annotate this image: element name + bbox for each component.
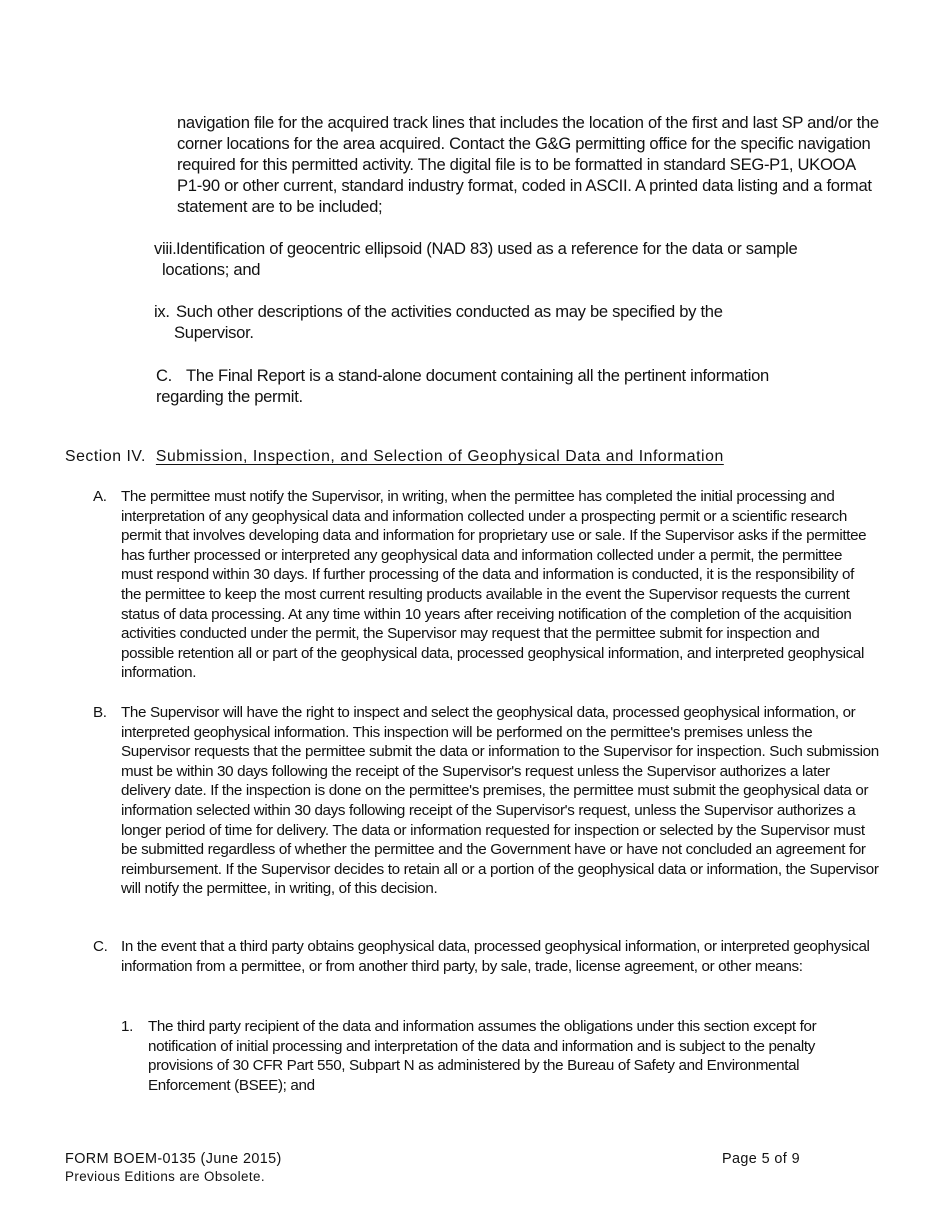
- list-item-text: The permittee must notify the Supervisor, in writing, when the permittee has completed the initial processing and interpretation of any geophysical data and information collected under a prospecting permit or a scientific research permit that involves developing data and information for proprietary use or sale. If the Supervisor asks if the permittee has further processed or interpreted any geophysical data and information collected under a permit, the permittee must respond within 30 days. If further processing of the data and information is conducted, it is the responsibility of the permittee to keep the most current resulting products available in the event the Supervisor requests the current status of data processing. At any time within 10 years after receiving notification of the completion of the acquisition activities conducted under the permit, the Supervisor may request that the permittee submit for inspection and possible retention all or part of the geophysical data, processed geophysical information, and interpreted geophysical information.: [121, 488, 867, 682]
- final-report-item-c: [156, 365, 836, 407]
- navigation-file-paragraph: navigation file for the acquired track lines that includes the location of the first and last SP and/or the corner locations for the area acquired. Contact the G&G permitting office for the specific navigation required for this permitted activity. The digital file is to be formatted in standard SEG-P1, UKOOA P1-90 or other current, standard industry format, coded in ASCII. A printed data listing and a format statement are to be included;: [177, 113, 879, 216]
- section-item-b: [93, 703, 883, 899]
- list-item-label: ix.: [154, 302, 170, 321]
- editions-note: Previous Editions are Obsolete.: [65, 1169, 265, 1184]
- list-item-label: 1.: [121, 1018, 133, 1035]
- list-item-text: In the event that a third party obtains geophysical data, processed geophysical information, or interpreted geophysical information from a permittee, or from another third party, by sale, trade, license agreement, or other means:: [121, 938, 870, 975]
- list-item-label: C.: [156, 366, 172, 385]
- section-item-a: [93, 487, 875, 683]
- list-item-text: The Supervisor will have the right to inspect and select the geophysical data, processed geophysical information, or interpreted geophysical information. This inspection will be performed on the permittee's premises unless the Supervisor requests that the permittee submit the data or information to the Supervisor for inspection. Such submission must be within 30 days following the receipt of the Supervisor's request unless the Supervisor authorizes a later delivery date. If the inspection is done on the permittee's premises, the permittee must submit the geophysical data or information selected within 30 days following receipt of the Supervisor's request, unless the Supervisor authorizes a longer period of time for delivery. The data or information requested for inspection or selected by the Supervisor must be submitted regardless of whether the permittee and the Government have or have not concluded an agreement for reimbursement. If the Supervisor decides to retain all or a portion of the geophysical data or information, the Supervisor will notify the permittee, in writing, of this decision.: [121, 704, 879, 898]
- list-item-label: C.: [93, 938, 108, 955]
- subitem-1: [121, 1017, 883, 1095]
- section-heading: [65, 446, 724, 468]
- list-item-text: Identification of geocentric ellipsoid (NAD 83) used as a reference for the data or sample locations; and: [162, 239, 798, 279]
- list-item-text: The third party recipient of the data and information assumes the obligations under this section except for notification of initial processing and interpretation of the data and information and is subject to the penalty provisions of 30 CFR Part 550, Subpart N as administered by the Bureau of Safety and Environmental Enforcement (BSEE); and: [148, 1018, 817, 1094]
- list-item-label: viii.: [154, 239, 177, 258]
- section-title: Submission, Inspection, and Selection of Geophysical Data and Information: [155, 448, 724, 465]
- list-item-text: The Final Report is a stand-alone document containing all the pertinent information regarding the permit.: [156, 366, 769, 406]
- section-number: Section IV.: [65, 448, 146, 465]
- list-item-label: A.: [93, 488, 107, 505]
- list-item-viii: [154, 238, 814, 280]
- list-item-label: B.: [93, 704, 107, 721]
- section-item-c: [93, 937, 875, 976]
- list-item-ix: [154, 301, 774, 343]
- list-item-text: Such other descriptions of the activities conducted as may be specified by the Supervisor.: [174, 302, 723, 342]
- form-id: FORM BOEM-0135 (June 2015): [65, 1151, 282, 1167]
- page-number: Page 5 of 9: [722, 1151, 801, 1167]
